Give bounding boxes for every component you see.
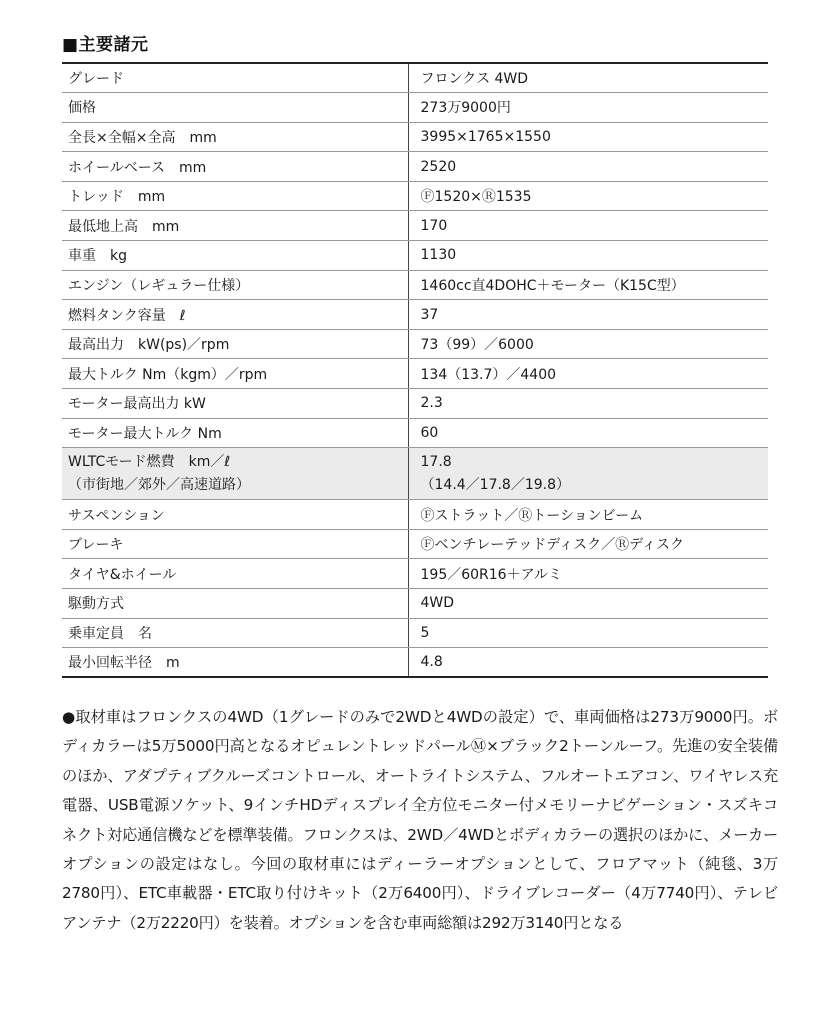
spec-label <box>62 448 408 500</box>
table-row <box>62 270 768 300</box>
spec-label: サスペンション <box>62 500 408 530</box>
table-row-fuel-economy <box>62 448 768 500</box>
spec-label: 最小回転半径 m <box>62 648 408 678</box>
spec-value: 170 <box>408 211 768 241</box>
spec-value: 73（99）／6000 <box>408 329 768 359</box>
spec-label: モーター最高出力 kW <box>62 389 408 419</box>
spec-value: Ⓕストラット／Ⓡトーションビーム <box>408 500 768 530</box>
spec-label: ブレーキ <box>62 529 408 559</box>
spec-value-line1: 17.8 <box>420 454 452 471</box>
table-row <box>62 152 768 182</box>
table-row <box>62 241 768 271</box>
table-row <box>62 93 768 123</box>
spec-value: 3995×1765×1550 <box>408 122 768 152</box>
table-row <box>62 589 768 619</box>
spec-label: 車重 kg <box>62 241 408 271</box>
spec-value: 4.8 <box>420 654 443 671</box>
section-heading: ■主要諸元 <box>62 35 149 55</box>
spec-label-line1: WLTCモード燃費 km／ℓ <box>68 454 231 471</box>
spec-value: 273万9000円 <box>408 93 768 123</box>
spec-label: モーター最大トルク Nm <box>62 418 408 448</box>
spec-label: 駆動方式 <box>62 589 408 619</box>
spec-value: 1130 <box>408 241 768 271</box>
table-row <box>62 122 768 152</box>
spec-value: 60 <box>408 418 768 448</box>
spec-label: エンジン（レギュラー仕様） <box>62 270 408 300</box>
table-row <box>62 648 768 678</box>
spec-value: フロンクス 4WD <box>408 63 768 93</box>
spec-label: 最低地上高 mm <box>62 211 408 241</box>
spec-label: グレード <box>62 63 408 93</box>
spec-value: 37 <box>408 300 768 330</box>
spec-table <box>62 62 768 678</box>
table-row <box>62 63 768 93</box>
spec-label: 最高出力 kW(ps)／rpm <box>62 329 408 359</box>
table-row <box>62 529 768 559</box>
spec-value: 134（13.7）／4400 <box>408 359 768 389</box>
spec-label-line2: （市街地／郊外／高速道路） <box>68 476 250 493</box>
spec-label: 最大トルク Nm（kgm）／rpm <box>62 359 408 389</box>
spec-value: Ⓕ1520×Ⓡ1535 <box>408 181 768 211</box>
table-row <box>62 181 768 211</box>
table-row <box>62 211 768 241</box>
table-row <box>62 329 768 359</box>
table-row <box>62 300 768 330</box>
table-row <box>62 559 768 589</box>
spec-label: 全長×全幅×全高 mm <box>62 122 408 152</box>
spec-value: Ⓕベンチレーテッドディスク／Ⓡディスク <box>408 529 768 559</box>
table-row <box>62 418 768 448</box>
spec-value: 1460cc直4DOHC＋モーター（K15C型） <box>408 270 768 300</box>
spec-value: 5 <box>408 618 768 648</box>
spec-label: 価格 <box>62 93 408 123</box>
spec-value-line2: （14.4／17.8／19.8） <box>420 476 571 493</box>
spec-value: 4WD <box>408 589 768 619</box>
spec-value: 2.3 <box>408 389 768 419</box>
spec-value <box>408 448 768 500</box>
spec-label: トレッド mm <box>62 181 408 211</box>
table-row <box>62 500 768 530</box>
table-row <box>62 618 768 648</box>
table-row <box>62 359 768 389</box>
spec-value: 2520 <box>408 152 768 182</box>
spec-label: 乗車定員 名 <box>62 618 408 648</box>
table-row <box>62 389 768 419</box>
spec-label: 燃料タンク容量 ℓ <box>62 300 408 330</box>
spec-value: 195／60R16＋アルミ <box>408 559 768 589</box>
spec-label: ホイールベース mm <box>62 152 408 182</box>
article-paragraph: ●取材車はフロンクスの4WD（1グレードのみで2WDと4WDの設定）で、車両価格は273万9000円。ボディカラーは5万5000円高となるオピュレントレッドパールⓂ×ブラック2トーンルーフ。先進の安全装備のほか、アダプティブクルーズコントロール、オートライトシステム、フルオートエアコン、ワイヤレス充電器、USB電源ソケット、9インチHDディスプレイ全方位モニター付メモリーナビゲーション・スズキコネクト対応通信機などを標準装備。フロンクスは、2WD／4WDとボディカラーの選択のほかに、メーカーオプションの設定はなし。今回の取材車にはディーラーオプションとして、フロアマット（純毯、3万2780円）、ETC車載器・ETC取り付けキット（2万6400円）、ドライブレコーダー（4万7740円）、テレビアンテナ（2万2220円）を装着。オプションを含む車両総額は292万3140円となる <box>62 708 778 932</box>
spec-label: タイヤ&ホイール <box>62 559 408 589</box>
